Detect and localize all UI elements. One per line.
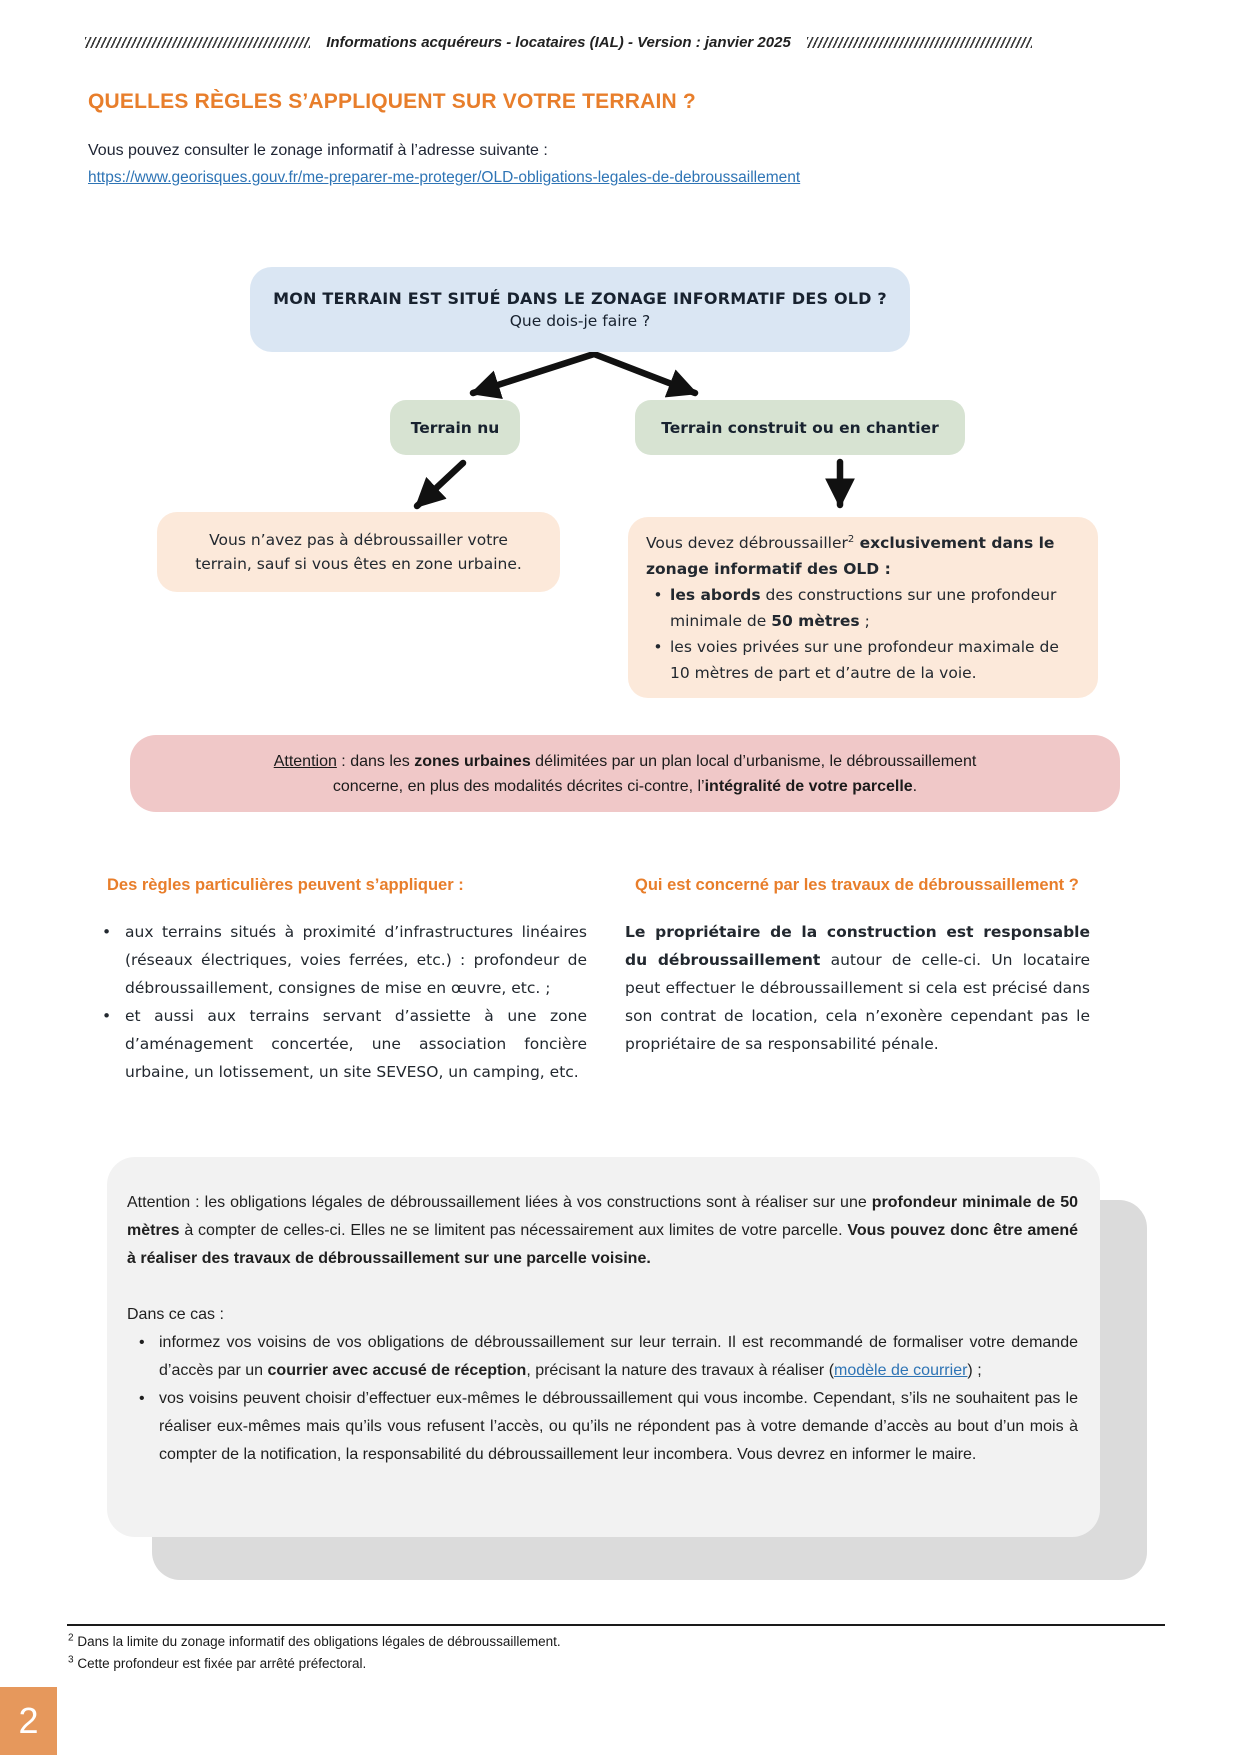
flow-arrow-left-branch [473,354,594,393]
section-title: QUELLES RÈGLES S’APPLIQUENT SUR VOTRE TERRAIN ? [88,90,696,113]
footnote-ref-2: 2 [847,533,855,545]
result-right-intro: Vous devez débroussailler$^2$ exclusivement dans le zonage informatif des OLD : [646,533,1055,578]
attention-label: Attention [273,752,337,770]
footnote-2: $^2$ Dans la limite du zonage informatif des obligations légales de débroussaillement. [68,1632,561,1649]
branch-terrain-construit: Terrain construit ou en chantier [635,400,965,455]
page-header [85,34,1032,51]
hatch-pattern-right [807,37,1032,48]
hatch-pattern-left [85,37,310,48]
footnotes [68,1631,561,1675]
courrier-link[interactable]: modèle de courrier [834,1362,968,1379]
right-column-text: Le propriétaire de la construction est responsable du débroussaillement autour de celle-ci. Un locataire peut effectuer le débroussaillement si cela est précisé dans son contrat de location, cela n’exonère cependant pas le propriétaire de sa responsabilité pénale. [625,923,1090,1053]
left-column-bullets [90,918,587,1086]
page-number-badge: 2 [0,1687,57,1755]
flowchart-question-title: MON TERRAIN EST SITUÉ DANS LE ZONAGE INFORMATIF DES OLD ? [273,289,887,308]
left-bullet-1: • aux terrains situés à proximité d’infrastructures linéaires (réseaux électriques, voies ferrées, etc.) : profondeur de débroussaillement, consignes de mise en œuvre, etc. ; [90,918,587,1002]
result-terrain-construit [628,517,1098,698]
result-terrain-nu-line2: terrain, sauf si vous êtes en zone urbaine. [195,555,522,573]
flowchart-question-subtitle: Que dois-je faire ? [509,312,651,330]
flowchart-question-box [250,267,910,352]
pink-warning-box [130,735,1120,812]
flow-arrow-terrain-nu [417,463,463,506]
pink-warning-line1: Attention : dans les zones urbaines délimitées par un plan local d’urbanisme, le débroussaillement [273,752,977,770]
header-title: Informations acquéreurs - locataires (IAL) - Version : janvier 2025 [326,34,791,51]
gray-paragraph-1: Attention : les obligations légales de débroussaillement liées à vos constructions sont à réaliser sur une profondeur minimale de 50 mètres à compter de celles-ci. Elles ne se limitent pas nécessairement aux limites de votre parcelle. Vous pouvez donc être amené à réaliser des travaux de débroussaillement sur une parcelle voisine. [127,1194,1079,1267]
intro-text: Vous pouvez consulter le zonage informatif à l’adresse suivante : [88,142,548,159]
result-right-bullet1: • les abords des constructions sur une profondeur minimale de 50 mètres ; [653,586,1057,630]
result-right-bullet2: • les voies privées sur une profondeur maximale de 10 mètres de part et d’autre de la voie. [653,638,1059,682]
left-column-heading: Des règles particulières peuvent s’appliquer : [107,876,464,894]
footnote-3: $^3$ Cette profondeur est fixée par arrêté préfectoral. [68,1654,367,1671]
georisques-link[interactable]: https://www.georisques.gouv.fr/me-preparer-me-proteger/OLD-obligations-legales-de-debroussaillement [88,169,801,186]
left-bullet-2: • et aussi aux terrains servant d’assiette à une zone d’aménagement concertée, une association foncière urbaine, un lotissement, un site SEVESO, un camping, etc. [90,1002,587,1086]
footnote-divider [67,1624,1165,1626]
result-terrain-nu-line1: Vous n’avez pas à débroussailler votre [209,531,508,549]
gray-bullet-2: • vos voisins peuvent choisir d’effectuer eux-mêmes le débroussaillement qui vous incombe. Cependant, s’ils ne souhaitent pas le réaliser eux-mêmes mais qu’ils vous refusent l’accès, ou qu’ils ne répondent pas à votre demande d’accès au bout d’un mois à compter de la notification, la responsabilité du débroussaillement leur incombera. Vous devrez en informer le maire. [127,1385,1078,1469]
gray-warning-box [107,1157,1100,1537]
flow-arrow-right-branch [594,354,695,393]
gray-bullet-1: • informez vos voisins de vos obligations de débroussaillement sur leur terrain. Il est recommandé de formaliser votre demande d’accès par un courrier avec accusé de réception, précisant la nature des travaux à réaliser (modèle de courrier) ; [127,1329,1078,1385]
right-column-heading: Qui est concerné par les travaux de débroussaillement ? [635,876,1079,894]
gray-paragraph-2: Dans ce cas : [127,1306,224,1323]
pink-warning-line2: concerne, en plus des modalités décrites ci-contre, l’intégralité de votre parcelle. [332,777,918,795]
result-terrain-nu [157,512,560,592]
branch-terrain-nu: Terrain nu [390,400,520,455]
